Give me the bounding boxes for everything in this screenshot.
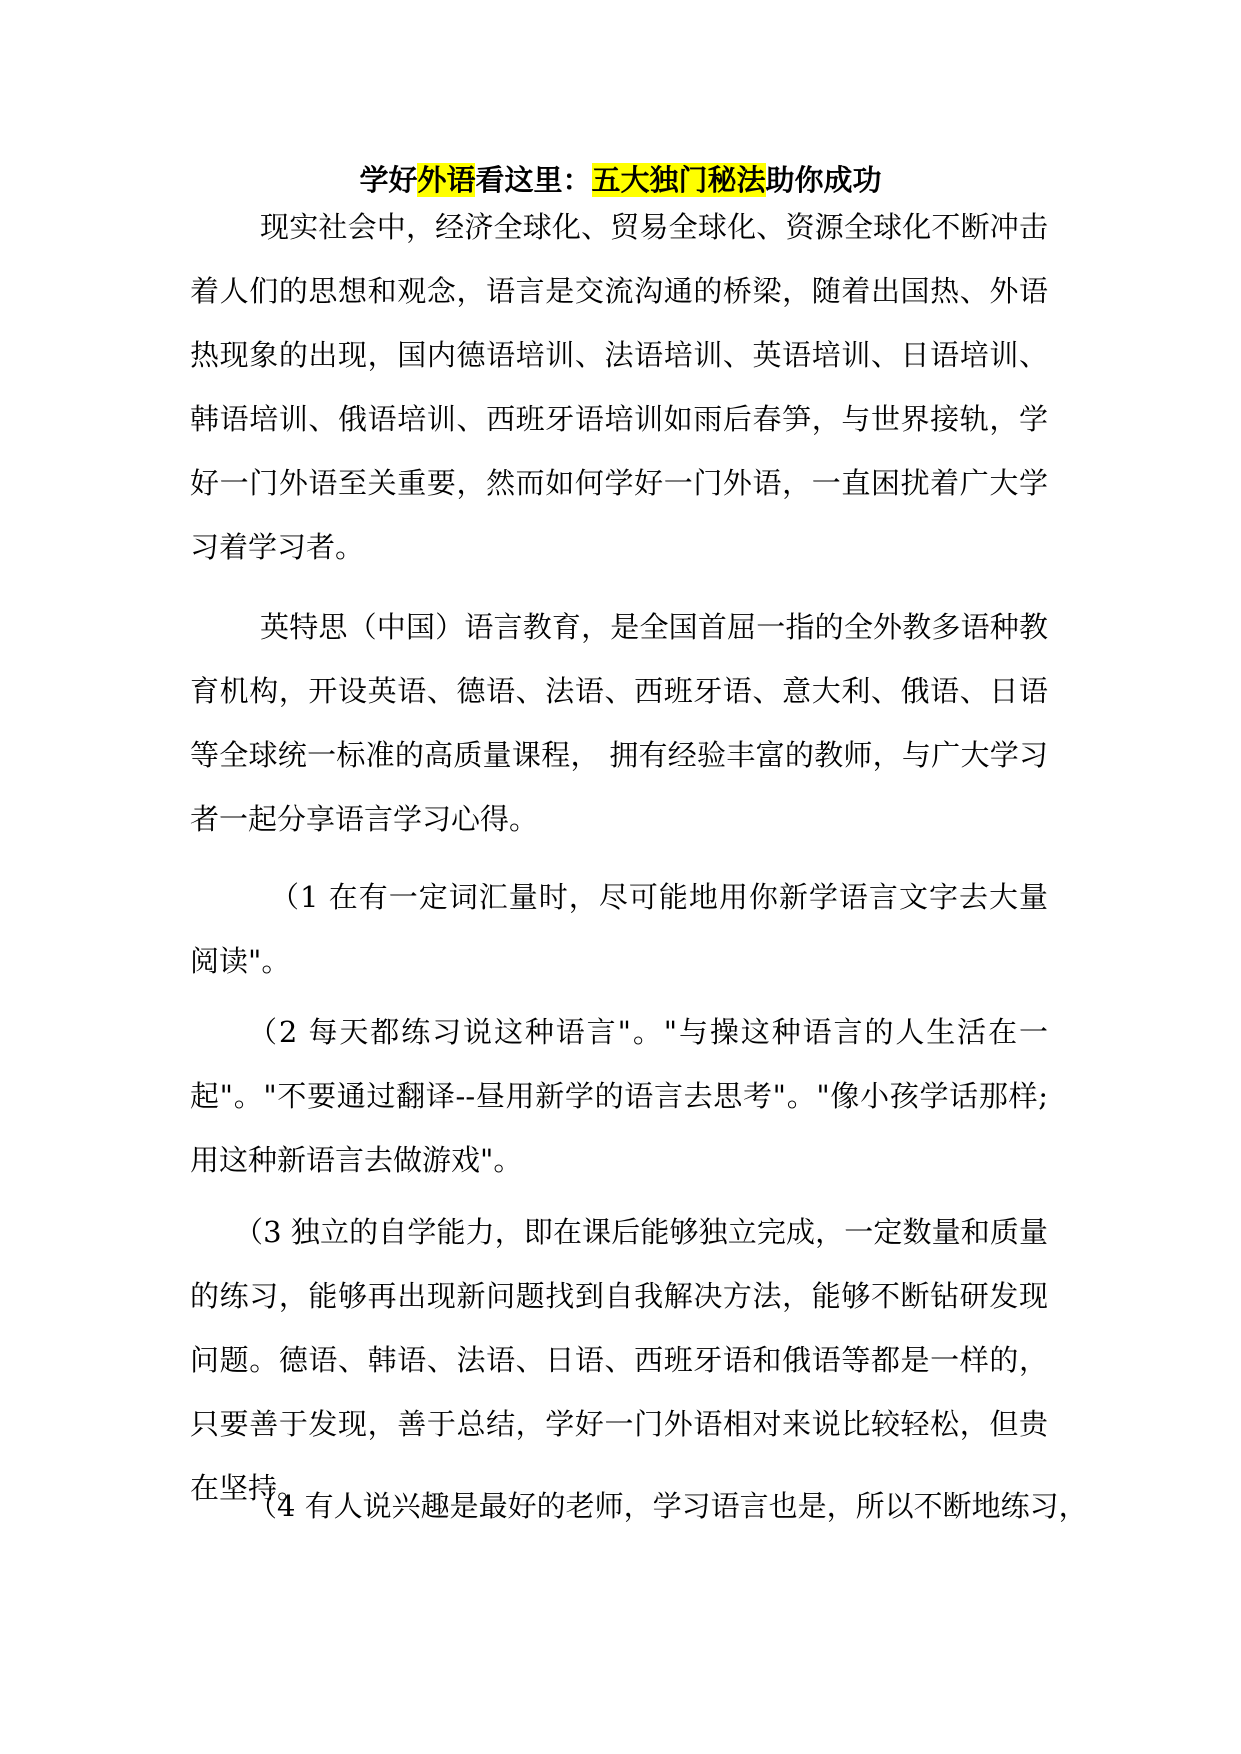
paragraph-institution: 英特思（中国）语言教育，是全国首屈一指的全外教多语种教育机构，开设英语、德语、法语、西班牙语、意大利、俄语、日语等全球统一标准的高质量课程， 拥有经验丰富的教师，与广大学习者一起分享语言学习心得。 (190, 610, 1048, 836)
title-highlight-foreign-language: 外语 (417, 163, 476, 197)
title-part-5: 助你成功 (765, 163, 882, 197)
title-highlight-secret-methods: 五大独门秘法 (591, 163, 766, 197)
title-part-1: 学好 (359, 163, 418, 197)
paragraph-intro: 现实社会中，经济全球化、贸易全球化、资源全球化不断冲击着人们的思想和观念，语言是交流沟通的桥梁，随着出国热、外语热现象的出现，国内德语培训、法语培训、英语培训、日语培训、韩语培训、俄语培训、西班牙语培训如雨后春笋，与世界接轨，学好一门外语至关重要，然而如何学好一门外语，一直困扰着广大学习着学习者。 (190, 210, 1048, 564)
paragraph-tip-1: （1 在有一定词汇量时，尽可能地用你新学语言文字去大量阅读"。 (190, 880, 1048, 978)
paragraph-tip-2: （2 每天都练习说这种语言"。"与操这种语言的人生活在一起"。"不要通过翻译--昼用新学的语言去思考"。"像小孩学话那样; 用这种新语言去做游戏"。 (190, 1015, 1048, 1177)
paragraph-tip-3: （3 独立的自学能力，即在课后能够独立完成，一定数量和质量的练习，能够再出现新问题找到自我解决方法，能够不断钻研发现问题。德语、韩语、法语、日语、西班牙语和俄语等都是一样的，只要善于发现，善于总结，学好一门外语相对来说比较轻松，但贵在坚持。 (190, 1215, 1048, 1505)
paragraph-tip-4: （4 有人说兴趣是最好的老师，学习语言也是，所以不断地练习， (248, 1489, 1088, 1523)
title-part-3: 看这里： (475, 163, 592, 197)
